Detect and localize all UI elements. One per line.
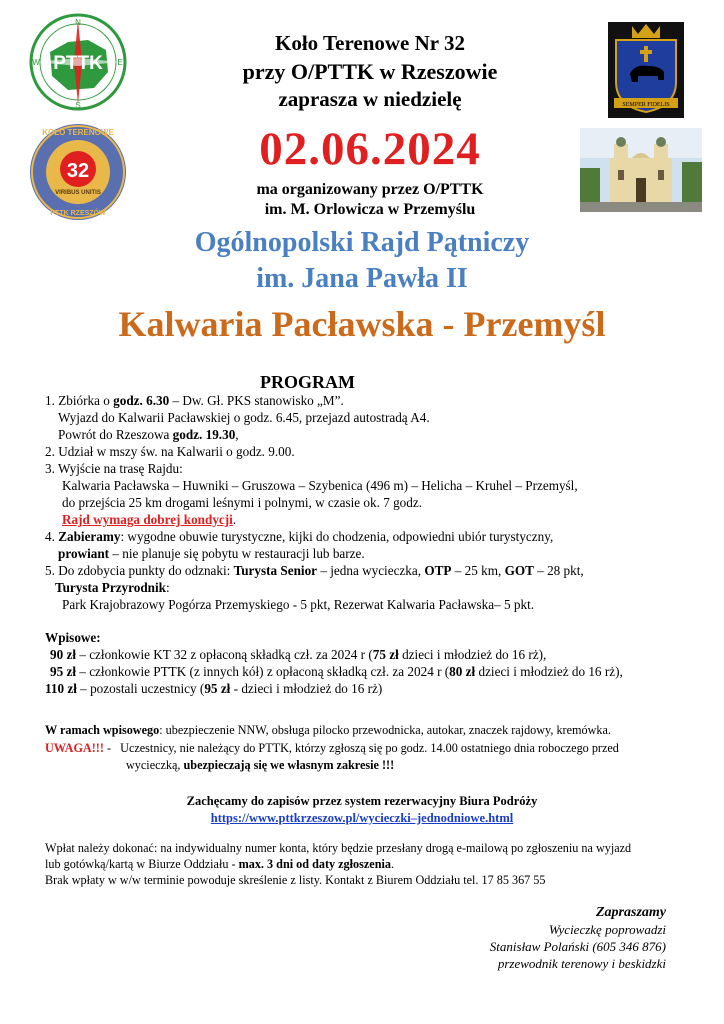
payment-line3: Brak wpłaty w w/w terminie powoduje skreślenie z listy. Kontakt z Biurem Oddziału tel. 17 85 367 55: [45, 873, 546, 887]
signature-invite: Zapraszamy: [596, 905, 666, 920]
svg-text:VIRIBUS UNITIS: VIRIBUS UNITIS: [55, 190, 101, 196]
svg-text:N: N: [75, 18, 81, 27]
pttk-logo-text: PTTK: [53, 53, 103, 74]
program-badge-nature: Turysta Przyrodnik:: [55, 580, 170, 595]
city-crest: [608, 22, 684, 118]
signature-name: Stanisław Polański (605 346 876): [489, 939, 666, 954]
program-provisions: prowiant – nie planuje się pobytu w restauracji lub barze.: [58, 546, 365, 561]
event-date: 02.06.2024: [259, 123, 481, 175]
route-title: Kalwaria Pacławska - Przemyśl: [118, 304, 606, 344]
fee-row-kt32: 90 zł – członkowie KT 32 z opłaconą składką czł. za 2024 r (75 zł dzieci i młodzież do 16 rż),: [50, 647, 547, 662]
program-distance: do przejścia 25 km drogami leśnymi i polnymi, w czasie ok. 7 godz.: [62, 495, 423, 510]
warning-line1: UWAGA!!! - Uczestnicy, nie należący do PTTK, którzy zgłoszą się po godz. 14.00 ostatniego dnia roboczego przed: [45, 741, 619, 755]
program-nature-points: Park Krajobrazowy Pogórza Przemyskiego - 5 pkt, Rezerwat Kalwaria Pacławska– 5 pkt.: [62, 597, 535, 612]
header-line1: Koło Terenowe Nr 32: [275, 31, 465, 55]
organizer-line2: im. M. Orlowicza w Przemyślu: [264, 201, 476, 218]
svg-text:S: S: [75, 101, 81, 110]
svg-text:SEMPER FIDELIS: SEMPER FIDELIS: [622, 102, 670, 108]
booking-link[interactable]: https://www.pttkrzeszow.pl/wycieczki–jednodniowe.html: [210, 811, 514, 825]
svg-text:W: W: [32, 58, 40, 67]
signature-role: przewodnik terenowy i beskidzki: [497, 956, 666, 971]
booking-link-wrap: [40, 809, 684, 827]
header-line3: zaprasza w niedzielę: [278, 87, 462, 111]
payment-line1: Wpłat należy dokonać: na indywidualny numer konta, który będzie przesłany drogą e-mailową po zgłoszeniu na wyjazd: [45, 841, 632, 855]
program-item-2: 2. Udział w mszy św. na Kalwarii o godz. 9.00.: [45, 444, 295, 459]
organizer-line1: ma organizowany przez O/PTTK: [256, 181, 484, 198]
signature-lead: Wycieczkę poprowadzi: [548, 922, 666, 937]
fee-row-pttk: 95 zł – członkowie PTTK (z innych kół) z opłaconą składką czł. za 2024 r (80 zł dzieci i młodzież do 16 rż),: [50, 664, 623, 679]
svg-text:PTTK RZESZÓW: PTTK RZESZÓW: [50, 210, 106, 217]
fee-row-others: 110 zł – pozostali uczestnicy (95 zł - dzieci i młodzież do 16 rż): [45, 681, 383, 696]
program-item-4: 4. Zabieramy: wygodne obuwie turystyczne, kijki do chodzenia, odpowiedni ubiór turystyczny,: [45, 529, 554, 544]
program-item-1: 1. Zbiórka o godz. 6.30 – Dw. Gł. PKS stanowisko „M”.: [45, 393, 344, 408]
program-title: PROGRAM: [260, 372, 355, 392]
event-title-2: im. Jana Pawła II: [256, 263, 468, 294]
event-title-1: Ogólnopolski Rajd Pątniczy: [194, 227, 530, 258]
program-route: Kalwaria Pacławska – Huwniki – Gruszowa – Szybenica (496 m) – Helicha – Kruhel – Przemyśl,: [62, 478, 578, 493]
fee-includes: W ramach wpisowego: ubezpieczenie NNW, obsługa pilocko przewodnicka, autokar, znaczek rajdowy, kremówka.: [45, 723, 611, 737]
kt32-badge: [28, 122, 128, 222]
svg-text:E: E: [117, 58, 123, 67]
program-item-5: 5. Do zdobycia punkty do odznaki: Turysta Senior – jedna wycieczka, OTP – 25 km, GOT – 28 pkt,: [45, 563, 584, 578]
program-item-1-departure: Wyjazd do Kalwarii Pacławskiej o godz. 6.45, przejazd autostradą A4.: [58, 410, 430, 425]
svg-text:KOŁO TERENOWE: KOŁO TERENOWE: [42, 128, 114, 137]
fees-title: Wpisowe:: [45, 630, 101, 645]
kt32-number: 32: [66, 160, 90, 182]
payment-line2: lub gotówką/kartą w Biurze Oddziału - max. 3 dni od daty zgłoszenia.: [45, 857, 394, 871]
program-item-1-return: Powrót do Rzeszowa godz. 19.30,: [58, 427, 239, 442]
header-line2: przy O/PTTK w Rzeszowie: [242, 59, 498, 84]
warning-line2: wycieczką, ubezpieczają się we własnym zakresie !!!: [126, 758, 395, 772]
church-photo: [580, 128, 702, 212]
program-item-3: 3. Wyjście na trasę Rajdu:: [45, 461, 183, 476]
pttk-logo: [28, 12, 128, 112]
booking-text: Zachęcamy do zapisów przez system rezerwacyjny Biura Podróży: [186, 794, 538, 808]
program-condition-note: Rajd wymaga dobrej kondycji.: [62, 512, 237, 527]
